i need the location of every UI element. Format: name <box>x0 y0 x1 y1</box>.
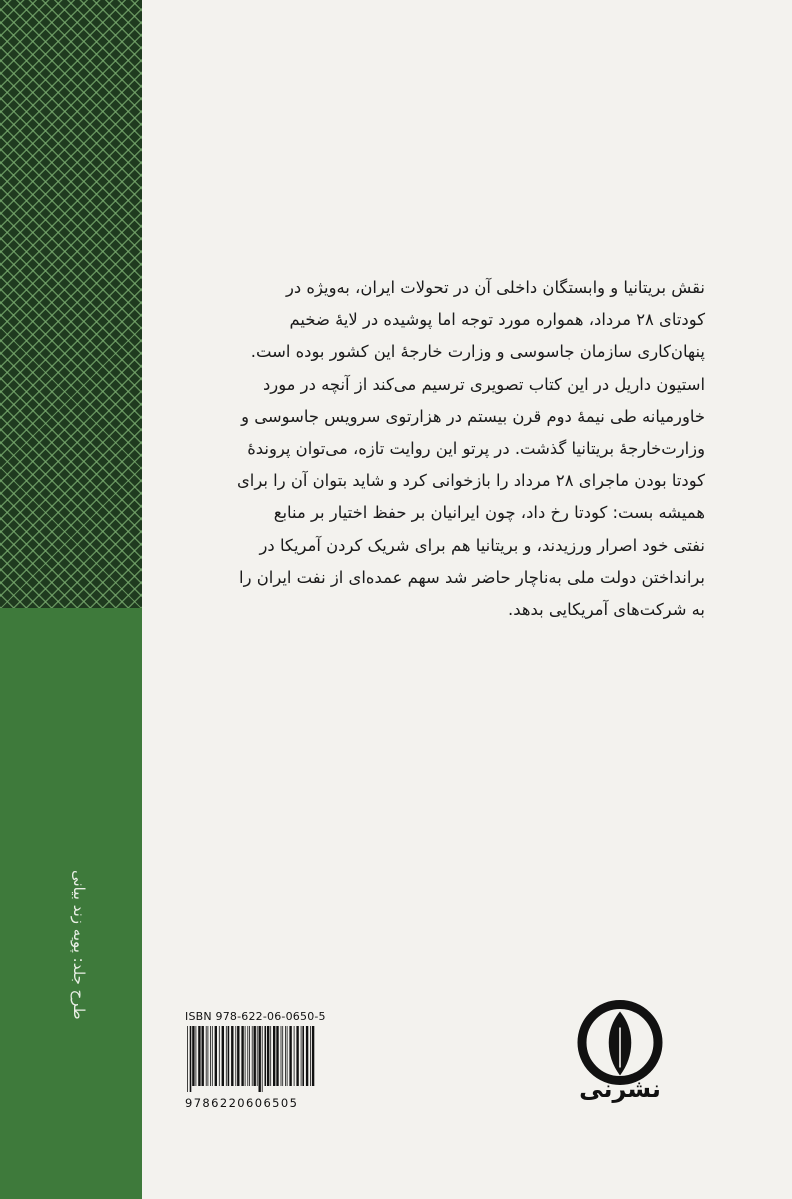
barcode-icon <box>185 1026 315 1092</box>
publisher-name: نشرنی <box>579 1075 661 1103</box>
book-spine <box>0 0 142 1199</box>
blurb-line: کودتا بودن ماجرای ۲۸ مرداد را بازخوانی کرد و شاید بتوان آن را برای <box>236 471 705 491</box>
isbn-label: ISBN 978-622-06-0650-5 <box>185 1010 326 1023</box>
isbn-barcode-block <box>185 1010 326 1115</box>
barcode-bar <box>196 1026 197 1086</box>
barcode-bar <box>190 1026 192 1092</box>
barcode-bar <box>198 1026 200 1086</box>
barcode-bar <box>241 1026 243 1086</box>
barcode-bar <box>219 1026 220 1086</box>
barcode-bar <box>276 1026 278 1086</box>
barcode-digits: 9786220606505 <box>185 1096 299 1110</box>
barcode-bar <box>310 1026 311 1086</box>
barcode-bar <box>287 1026 288 1086</box>
barcode-bar <box>312 1026 314 1086</box>
barcode-bar <box>187 1026 188 1092</box>
barcode-bar <box>285 1026 286 1086</box>
blurb-line: نقش بریتانیا و وابستگان داخلی آن در تحولات ایران، به‌ویژه در <box>285 278 705 297</box>
spine-pattern <box>0 0 142 608</box>
barcode-bar <box>247 1026 248 1086</box>
blurb-line: خاورمیانه طی نیمهٔ دوم قرن بیستم در هزارتوی سرویس جاسوسی و <box>241 406 705 426</box>
barcode-bar <box>267 1026 269 1086</box>
barcode-bar <box>259 1026 261 1092</box>
barcode-bar <box>231 1026 233 1086</box>
barcode-bar <box>289 1026 291 1086</box>
barcode-bar <box>301 1026 302 1086</box>
barcode-bar <box>208 1026 209 1086</box>
barcode-bar <box>206 1026 207 1086</box>
barcode-bar <box>222 1026 224 1086</box>
blurb-line: همیشه بست: کودتا رخ داد، چون ایرانیان بر حفظ اختیار بر منابع <box>273 503 705 523</box>
barcode-bar <box>262 1026 263 1092</box>
blurb-line: پنهان‌کاری سازمان جاسوسی و وزارت خارجهٔ این کشور بوده است. <box>250 342 705 362</box>
barcode-bar <box>270 1026 271 1086</box>
barcode-bar <box>265 1026 267 1086</box>
barcode-bar <box>273 1026 275 1086</box>
barcode-bar <box>296 1026 298 1086</box>
barcode-bar <box>226 1026 227 1086</box>
barcode-bar <box>294 1026 295 1086</box>
cover-design-credit: طرح جلد: پویه زند بیانی <box>70 870 88 1020</box>
barcode-bar <box>202 1026 204 1086</box>
barcode-bar <box>215 1026 217 1086</box>
blurb-line: برانداختن دولت ملی به‌ناچار حاضر شد سهم عمده‌ای از نفت ایران را <box>239 567 705 587</box>
barcode-bar <box>302 1026 304 1086</box>
blurb-line: کودتای ۲۸ مرداد، همواره مورد توجه اما پوشیده در لایهٔ ضخیم <box>289 310 705 330</box>
barcode-bar <box>252 1026 253 1086</box>
barcode-bar <box>192 1026 194 1086</box>
back-cover-blurb <box>177 272 705 626</box>
barcode-bar <box>249 1026 250 1086</box>
barcode-bar <box>210 1026 211 1086</box>
barcode-bar <box>306 1026 308 1086</box>
barcode-bar <box>228 1026 230 1086</box>
barcode-bar <box>257 1026 258 1086</box>
barcode-bar <box>245 1026 246 1086</box>
barcode-bar <box>237 1026 239 1086</box>
blurb-line: به شرکت‌های آمریکایی بدهد. <box>508 600 705 620</box>
barcode-bar <box>254 1026 256 1086</box>
blurb-line: نفتی خود اصرار ورزیدند، و بریتانیا هم برای شریک کردن آمریکا در <box>259 535 705 555</box>
blurb-line: وزارت‌خارجهٔ بریتانیا گذشت. در پرتو این روایت تازه، می‌توان پروندهٔ <box>247 439 705 459</box>
barcode-bar <box>282 1026 283 1086</box>
barcode-bar <box>212 1026 213 1086</box>
barcode-bar <box>281 1026 282 1086</box>
barcode-bar <box>235 1026 236 1086</box>
blurb-line: استیون داریل در این کتاب تصویری ترسیم می‌کند از آنچه در مورد <box>262 374 705 394</box>
